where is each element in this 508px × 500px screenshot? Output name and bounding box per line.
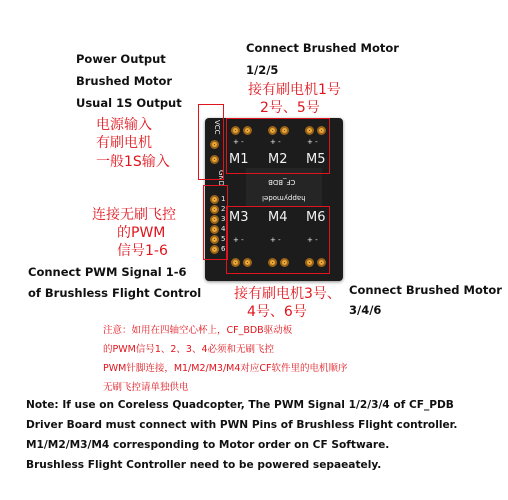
m5-polarity: + - — [307, 138, 318, 146]
m5-label: M5 — [306, 152, 326, 167]
chip-model-text: CF_BDB — [268, 178, 296, 186]
signal-1-6-cn: 信号1-6 — [117, 243, 168, 259]
signal-num-6: 6 — [221, 245, 226, 253]
power-pads-outline — [198, 104, 224, 180]
usual-1s-input-cn: 一般1S输入 — [96, 154, 170, 170]
note-en-line-1: Note: If use on Coreless Quadcopter, The PWM Signal 1/2/3/4 of CF_PDB — [26, 399, 454, 411]
m4-polarity: + - — [270, 236, 281, 244]
note-cn-line-4: 无刷飞控请单独供电 — [103, 382, 189, 393]
connect-brushed-motor-bottom-label: Connect Brushed Motor — [349, 283, 502, 297]
note-en-line-2: Driver Board must connect with PWN Pins of Brushless Flight controller. — [26, 419, 458, 431]
bottom-motor-outline — [226, 206, 330, 274]
brushless-flight-control-label: of Brushless Flight Control — [28, 286, 202, 300]
motor-numbers-bottom-label: 3/4/6 — [349, 303, 382, 317]
signal-num-4: 4 — [221, 225, 226, 233]
power-output-label: Power Output — [76, 52, 166, 66]
signal-pads-outline — [203, 185, 228, 260]
m6-polarity: + - — [307, 236, 318, 244]
note-cn-line-2: 的PWM信号1、2、3、4必须和无刷飞控 — [103, 344, 274, 355]
usual-1s-output-label: Usual 1S Output — [76, 96, 182, 110]
m3-polarity: + - — [233, 236, 244, 244]
brushed-motor-cn: 有刷电机 — [96, 135, 152, 151]
connect-pwm-signal-label: Connect PWM Signal 1-6 — [28, 265, 187, 279]
pwm-cn: 的PWM — [117, 225, 166, 241]
vcc-silkscreen: VCC — [213, 120, 221, 135]
brushed-motor-label: Brushed Motor — [76, 74, 173, 88]
motor-numbers-top-label: 1/2/5 — [246, 63, 279, 77]
chip-brand-text: happymodel — [262, 194, 306, 202]
connect-brushless-fc-cn: 连接无刷飞控 — [92, 207, 176, 223]
m2-polarity: + - — [270, 138, 281, 146]
signal-num-5: 5 — [221, 235, 226, 243]
note-en-line-4: Brushless Flight Controller need to be powered sepaeately. — [26, 459, 382, 471]
m2-label: M2 — [268, 152, 288, 167]
note-cn-line-3: PWM针脚连接，M1/M2/M3/M4对应CF软件里的电机顺序 — [103, 363, 348, 374]
m1-polarity: + - — [233, 138, 244, 146]
top-motor-outline — [226, 118, 330, 174]
motor-numbers-top-cn: 2号、5号 — [260, 100, 320, 116]
m3-label: M3 — [229, 210, 249, 225]
note-en-line-3: M1/M2/M3/M4 corresponding to Motor order on CF Software. — [26, 439, 390, 451]
note-cn-line-1: 注意：如用在四轴空心杯上，CF_BDB驱动板 — [103, 325, 293, 336]
m6-label: M6 — [306, 210, 326, 225]
m1-label: M1 — [229, 152, 249, 167]
motor-numbers-bottom-cn: 4号、6号 — [247, 304, 307, 320]
power-input-cn: 电源输入 — [96, 117, 152, 133]
gnd-silkscreen: GND — [217, 170, 225, 187]
signal-num-3: 3 — [221, 215, 226, 223]
connect-motor-bottom-cn: 接有刷电机3号、 — [234, 286, 341, 302]
connect-brushed-motor-top-label: Connect Brushed Motor — [246, 41, 399, 55]
signal-num-1: 1 — [221, 195, 226, 203]
connect-motor-top-cn: 接有刷电机1号 — [248, 82, 341, 98]
m4-label: M4 — [268, 210, 288, 225]
signal-num-2: 2 — [221, 205, 226, 213]
